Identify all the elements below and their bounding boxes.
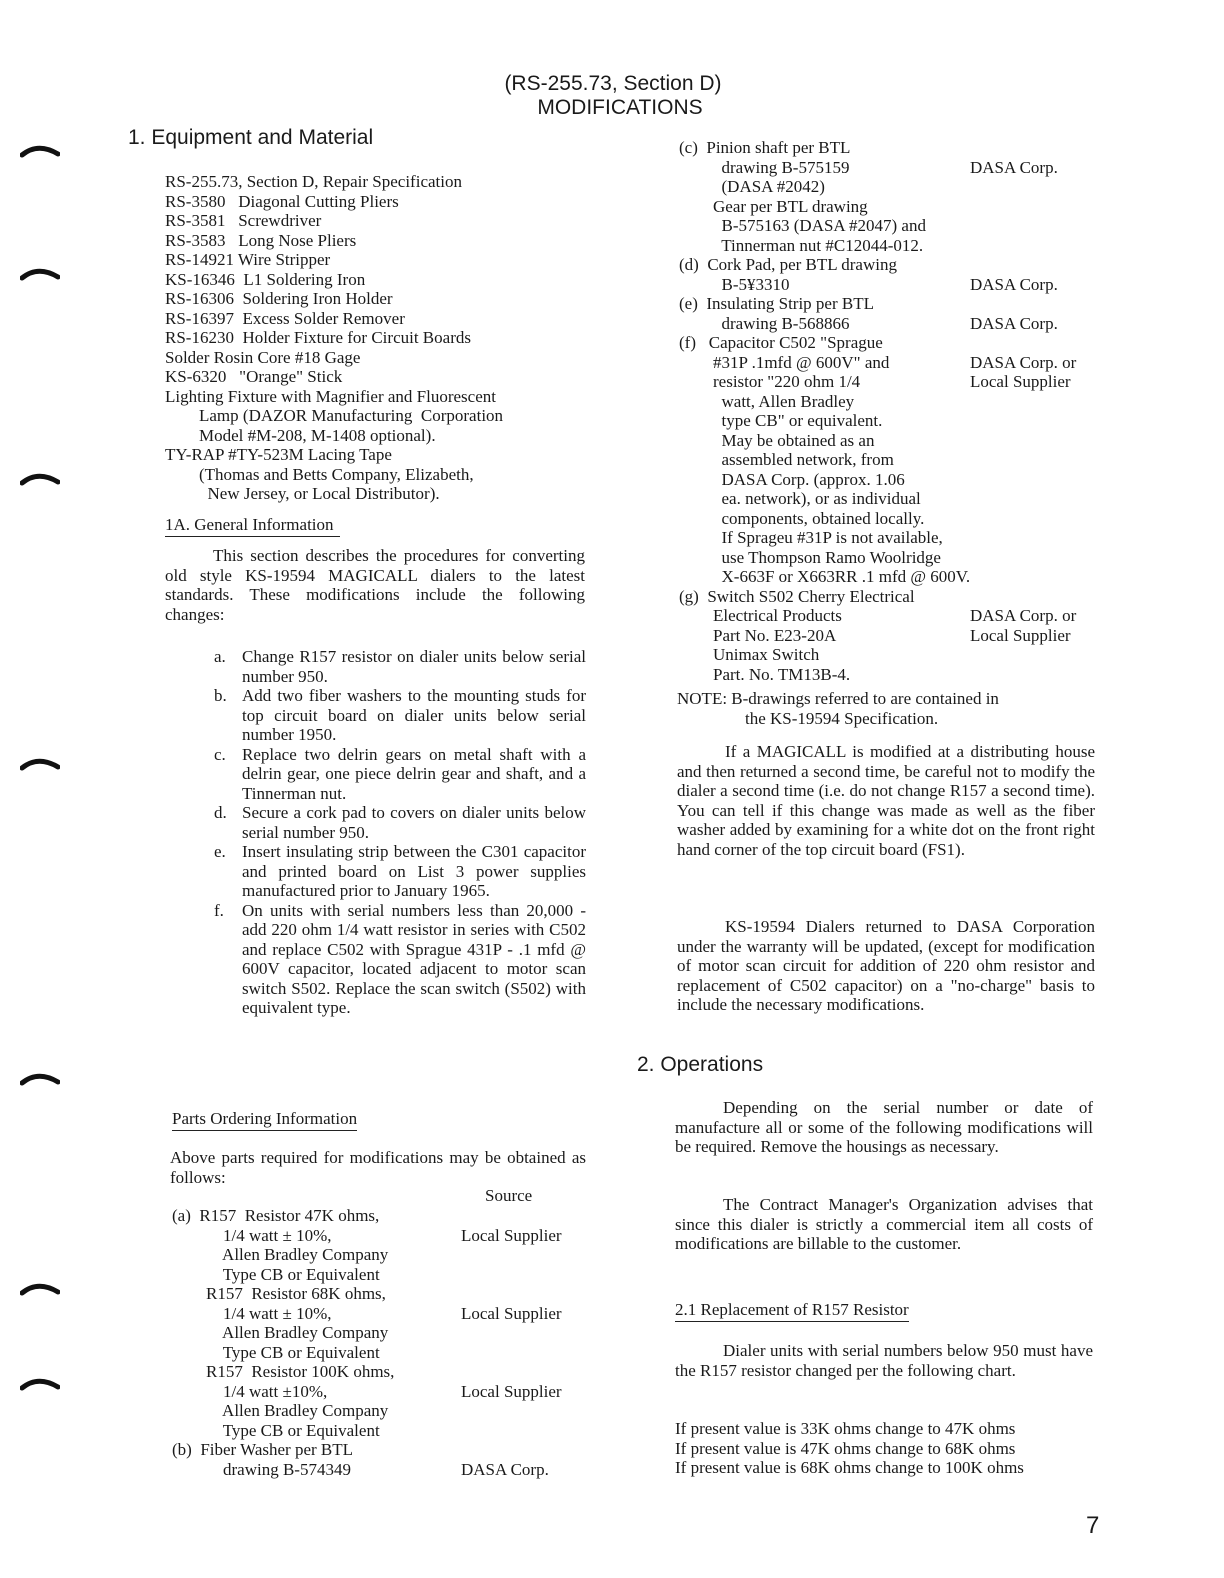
parts-line-text: R157 Resistor 68K ohms, (172, 1284, 386, 1303)
parts-line (679, 645, 1099, 665)
parts-line-text: drawing B-568866 (679, 313, 850, 333)
parts-line-text: (d) Cork Pad, per BTL drawing (679, 255, 897, 274)
chart-row: If present value is 68K ohms change to 100K ohms (675, 1458, 1024, 1477)
equipment-item: RS-255.73, Section D, Repair Specification (165, 172, 462, 191)
equipment-item: RS-16230 Holder Fixture for Circuit Boards (165, 328, 471, 347)
spec-reference: (RS-255.73, Section D) (504, 72, 722, 95)
change-text: Add two fiber washers to the mounting studs for top circuit board on dialer units below serial number 1950. (242, 686, 586, 744)
parts-list-right (679, 138, 1099, 684)
note-label: NOTE: (677, 689, 728, 708)
parts-source: DASA Corp. (970, 274, 1058, 294)
parts-line (679, 528, 1099, 548)
change-label: a. (214, 647, 226, 666)
equipment-item: RS-16306 Soldering Iron Holder (165, 289, 393, 308)
parts-line-text: watt, Allen Bradley (679, 391, 855, 411)
parts-intro: Above parts required for modifications may be obtained as follows: (170, 1148, 586, 1187)
section-title (165, 515, 340, 535)
resistor-chart (675, 1419, 1095, 1478)
page-heading: MODIFICATIONS (537, 96, 703, 119)
changes-list (214, 647, 586, 1018)
page-header (0, 72, 1224, 120)
parts-line-text: #31P .1mfd @ 600V" and (679, 352, 890, 372)
parts-line-text: (DASA #2042) (679, 177, 825, 196)
change-text: Change R157 resistor on dialer units below serial number 950. (242, 647, 586, 686)
parts-line-text: Type CB or Equivalent (172, 1420, 380, 1440)
parts-line (679, 333, 1099, 353)
parts-line (172, 1284, 592, 1304)
change-item (214, 803, 586, 842)
parts-line-text: (g) Switch S502 Cherry Electrical (679, 586, 915, 606)
change-text: Replace two delrin gears on metal shaft with a delrin gear, one piece delrin gear and shaft, and a Tinnerman nut. (242, 744, 586, 803)
parts-line (172, 1362, 592, 1382)
section-title: 2. Operations (637, 1053, 764, 1076)
parts-line (679, 138, 1099, 158)
operations-paragraph: Depending on the serial number or date of manufacture all or some of the following modifications will be required. Remove the housings as necessary. (675, 1098, 1093, 1156)
chart-row: If present value is 33K ohms change to 47K ohms (675, 1419, 1016, 1438)
note-text: B-drawings referred to are contained in (731, 689, 999, 708)
note (677, 689, 1097, 728)
parts-list-left (172, 1206, 592, 1479)
equipment-item: RS-3583 Long Nose Pliers (165, 230, 357, 250)
parts-ordering-heading (172, 1109, 357, 1129)
page-number: 7 (1086, 1512, 1100, 1539)
parts-line (679, 158, 1099, 178)
equipment-item: RS-16397 Excess Solder Remover (165, 308, 405, 328)
change-text: Secure a cork pad to covers on dialer units below serial number 950. (242, 803, 586, 842)
parts-source: Local Supplier (970, 625, 1071, 645)
binder-hole-mark (20, 142, 60, 158)
parts-line-text: ea. network), or as individual (679, 489, 921, 508)
binder-hole-mark (20, 1375, 60, 1391)
equipment-item: Lighting Fixture with Magnifier and Fluorescent (165, 386, 496, 406)
parts-line-text: Allen Bradley Company (172, 1245, 389, 1264)
parts-line-text: X-663F or X663RR .1 mfd @ 600V. (679, 567, 971, 586)
binder-hole-mark (20, 1280, 60, 1296)
parts-line-text: Gear per BTL drawing (679, 196, 868, 216)
replacement-paragraph: Dialer units with serial numbers below 950 must have the R157 resistor changed per the following chart. (675, 1341, 1093, 1380)
section-2-1-heading (675, 1300, 909, 1320)
note-text-cont: the KS-19594 Specification. (745, 708, 939, 728)
parts-line (679, 606, 1099, 626)
equipment-item: RS-3580 Diagonal Cutting Pliers (165, 191, 399, 211)
parts-line (679, 392, 1099, 412)
equipment-item: Solder Rosin Core #18 Gage (165, 347, 361, 367)
parts-line-text: (f) Capacitor C502 "Sprague (679, 333, 883, 352)
parts-line (679, 567, 1099, 587)
parts-line (679, 372, 1099, 392)
equipment-item: Lamp (DAZOR Manufacturing Corporation (165, 406, 504, 425)
parts-line-text: 1/4 watt ±10%, (172, 1381, 328, 1401)
parts-line (172, 1421, 592, 1441)
parts-line (679, 431, 1099, 451)
distributing-house-paragraph: If a MAGICALL is modified at a distributing house and then returned a second time, be careful not to modify the dialer a second time (i.e. do not change R157 a second time). You can tell if this change was made as well as the fiber washer added by examining for a white dot on the front right hand corner of the top circuit board (FS1). (677, 742, 1095, 859)
parts-line-text: Type CB or Equivalent (172, 1264, 380, 1284)
parts-line (679, 255, 1099, 275)
parts-line (679, 275, 1099, 295)
parts-line-text: 1/4 watt ± 10%, (172, 1225, 332, 1245)
parts-line-text: Type CB or Equivalent (172, 1342, 380, 1362)
parts-line (172, 1382, 592, 1402)
parts-line-text: components, obtained locally. (679, 508, 925, 528)
parts-line-text: (e) Insulating Strip per BTL (679, 294, 874, 313)
parts-source: DASA Corp. (461, 1459, 549, 1479)
parts-line-text: B-575163 (DASA #2047) and (679, 216, 926, 235)
equipment-item: KS-16346 L1 Soldering Iron (165, 269, 366, 289)
parts-line (172, 1401, 592, 1421)
equipment-item: KS-6320 "Orange" Stick (165, 367, 343, 386)
change-item (214, 842, 586, 901)
parts-line (172, 1245, 592, 1265)
parts-line-text: drawing B-575159 (679, 157, 850, 177)
change-label: b. (214, 686, 227, 705)
parts-line (679, 236, 1099, 256)
parts-line (679, 548, 1099, 568)
parts-line (679, 587, 1099, 607)
parts-line-text: If Sprageu #31P is not available, (679, 528, 943, 547)
parts-line-text: (c) Pinion shaft per BTL (679, 138, 851, 157)
parts-line-text: resistor "220 ohm 1/4 (679, 372, 861, 391)
parts-line (172, 1440, 592, 1460)
parts-line-text: Tinnerman nut #C12044-012. (679, 235, 924, 255)
parts-source: DASA Corp. or (970, 606, 1077, 625)
binder-hole-mark (20, 1070, 60, 1086)
parts-line-text: (a) R157 Resistor 47K ohms, (172, 1206, 380, 1225)
parts-line-text: Part. No. TM13B-4. (679, 664, 851, 684)
parts-line (172, 1265, 592, 1285)
equipment-list (165, 172, 595, 504)
equipment-item: TY-RAP #TY-523M Lacing Tape (165, 445, 392, 464)
parts-line-text: Part No. E23-20A (679, 625, 837, 645)
parts-line (172, 1323, 592, 1343)
parts-line (679, 665, 1099, 685)
change-text: Insert insulating strip between the C301 capacitor and printed board on List 3 power supplies manufactured prior to January 1965. (242, 842, 586, 900)
billing-paragraph: The Contract Manager's Organization advises that since this dialer is strictly a commercial item all costs of modifications are billable to the customer. (675, 1195, 1093, 1253)
parts-line (679, 450, 1099, 470)
parts-line (172, 1206, 592, 1226)
equipment-item: Model #M-208, M-1408 optional). (165, 425, 436, 445)
change-label: d. (214, 803, 227, 822)
parts-line-text: use Thompson Ramo Woolridge (679, 547, 941, 567)
section-1a-heading: 1A. General Information (165, 515, 340, 537)
change-label: e. (214, 842, 226, 861)
parts-heading-text: Parts Ordering Information (172, 1109, 357, 1131)
equipment-item: RS-14921 Wire Stripper (165, 250, 331, 269)
binder-hole-mark (20, 755, 60, 771)
parts-line (679, 294, 1099, 314)
equipment-item: New Jersey, or Local Distributor). (165, 484, 440, 503)
parts-line (679, 470, 1099, 490)
parts-line (679, 626, 1099, 646)
change-label: f. (214, 900, 224, 920)
parts-line-text: R157 Resistor 100K ohms, (172, 1362, 395, 1381)
parts-line (679, 216, 1099, 236)
parts-line (679, 489, 1099, 509)
parts-source: Local Supplier (461, 1381, 562, 1401)
parts-source: Local Supplier (970, 372, 1071, 391)
parts-line (679, 314, 1099, 334)
change-text: On units with serial numbers less than 20,000 - add 220 ohm 1/4 watt resistor in series with C502 and replace C502 with Sprague 431P - .1 mfd @ 600V capacitor, located adjacent to motor scan switch S502. Replace the scan switch (S502) with equivalent type. (242, 900, 586, 1017)
parts-line (172, 1343, 592, 1363)
change-item (214, 647, 586, 686)
parts-line-text: type CB" or equivalent. (679, 411, 883, 430)
parts-source: DASA Corp. (970, 157, 1058, 177)
parts-line (172, 1460, 592, 1480)
parts-line-text: Allen Bradley Company (172, 1323, 389, 1342)
parts-line (679, 353, 1099, 373)
chart-row: If present value is 47K ohms change to 68K ohms (675, 1438, 1016, 1458)
parts-line (172, 1226, 592, 1246)
parts-line-text: assembled network, from (679, 450, 894, 469)
parts-line (679, 509, 1099, 529)
change-item (214, 901, 586, 1018)
section-title: 1. Equipment and Material (128, 126, 374, 149)
parts-line-text: May be obtained as an (679, 430, 875, 450)
equipment-item: (Thomas and Betts Company, Elizabeth, (165, 464, 474, 484)
parts-line-text: Allen Bradley Company (172, 1401, 389, 1420)
parts-line-text: Electrical Products (679, 606, 842, 625)
parts-source: Local Supplier (461, 1225, 562, 1245)
binder-hole-mark (20, 265, 60, 281)
change-label: c. (214, 744, 226, 764)
parts-line-text: B-5¥3310 (679, 274, 790, 294)
source-column-header: Source (485, 1186, 533, 1205)
change-item (214, 686, 586, 745)
parts-line-text: (b) Fiber Washer per BTL (172, 1440, 354, 1459)
parts-line-text: DASA Corp. (approx. 1.06 (679, 469, 905, 489)
intro-paragraph: This section describes the procedures for converting old style KS-19594 MAGICALL dialers to the latest standards. These modifications include the following changes: (165, 546, 585, 624)
equipment-item: RS-3581 Screwdriver (165, 211, 322, 230)
binder-hole-mark (20, 470, 60, 486)
parts-source: DASA Corp. or (970, 352, 1077, 372)
parts-line (679, 177, 1099, 197)
parts-source: Local Supplier (461, 1303, 562, 1323)
section-2-1-heading-text: 2.1 Replacement of R157 Resistor (675, 1300, 909, 1322)
parts-line-text: Unimax Switch (679, 645, 820, 664)
change-item (214, 745, 586, 804)
parts-line (172, 1304, 592, 1324)
parts-source: DASA Corp. (970, 313, 1058, 333)
parts-line (679, 197, 1099, 217)
parts-line-text: 1/4 watt ± 10%, (172, 1303, 332, 1323)
warranty-paragraph: KS-19594 Dialers returned to DASA Corporation under the warranty will be updated, (except for modification of motor scan circuit for addition of 220 ohm resistor and replacement of C502 capacitor) on a "no-charge" basis to include the necessary modifications. (677, 917, 1095, 1014)
parts-line-text: drawing B-574349 (172, 1459, 351, 1479)
parts-line (679, 411, 1099, 431)
